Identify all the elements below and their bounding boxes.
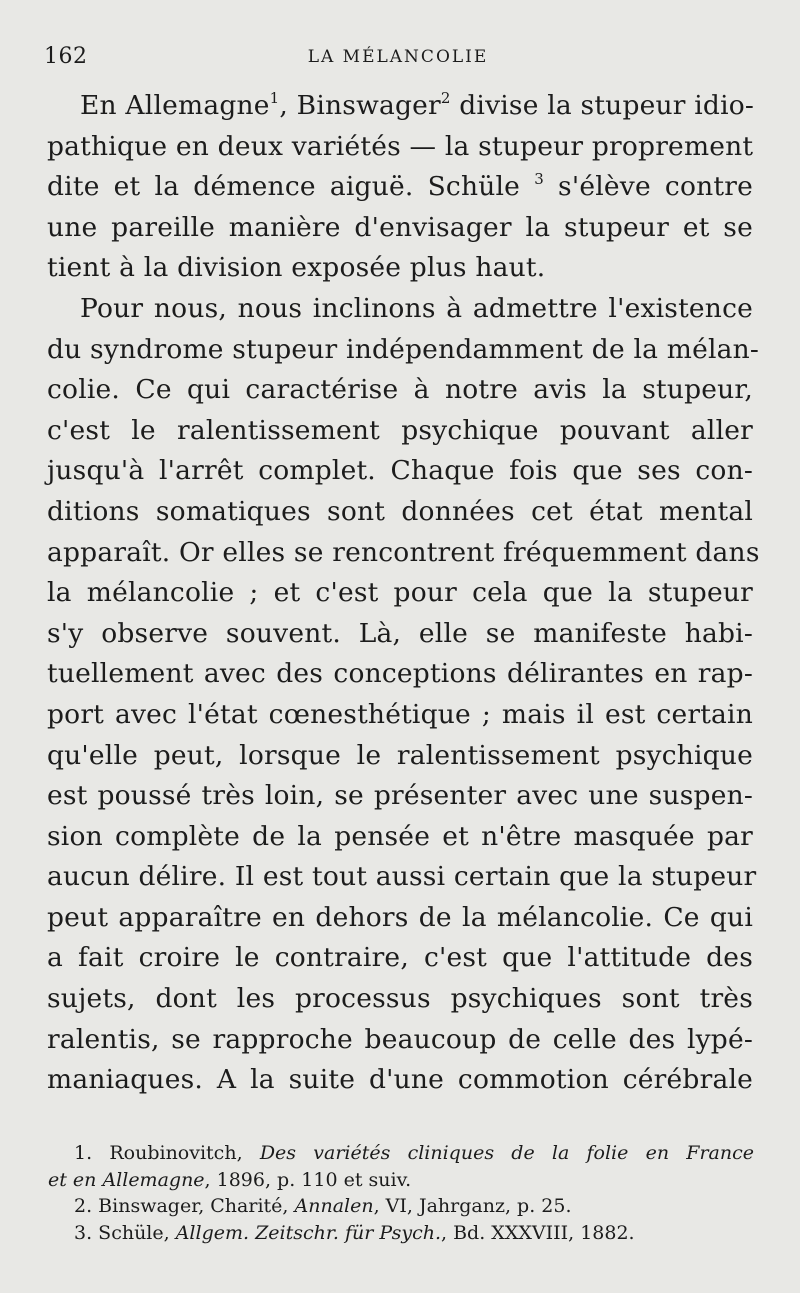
running-title: LA MÉLANCOLIE [307, 47, 489, 67]
paragraph [47, 86, 753, 289]
text-line: apparaît. Or elles se rencontrent fréquemment dans [47, 536, 760, 568]
footnote-line: 2. Binswager, Charité, Annalen, VI, Jahrganz, p. 25. [74, 1195, 572, 1217]
text-line: Pour nous, nous inclinons à admettre l'existence [80, 292, 753, 324]
body-text [47, 86, 760, 1101]
text-line: aucun délire. Il est tout aussi certain que la stupeur [47, 861, 757, 893]
footnote-ref: 2 [440, 89, 451, 107]
text-line: ralentis, se rapproche beaucoup de celle des lypé- [47, 1023, 753, 1055]
text-line: colie. Ce qui caractérise à notre avis la stupeur, [47, 374, 753, 406]
text-line: port avec l'état cœnesthétique ; mais il est certain [47, 698, 753, 730]
text-line: une pareille manière d'envisager la stupeur et se [47, 211, 753, 243]
text-line: tient à la division exposée plus haut. [47, 252, 546, 284]
footnote-line: 3. Schüle, Allgem. Zeitschr. für Psych., Bd. XXXVIII, 1882. [74, 1221, 635, 1244]
footnote-title: Des variétés cliniques de la folie en France [259, 1142, 754, 1164]
footnotes [48, 1140, 754, 1246]
text-line: peut apparaître en dehors de la mélancolie. Ce qui [47, 901, 753, 933]
paragraph [47, 289, 760, 1101]
footnote-title: Allgem. Zeitschr. für Psych. [175, 1221, 442, 1244]
text-line: ditions somatiques sont données cet état mental [47, 495, 753, 527]
footnote-line: et en Allemagne, 1896, p. 110 et suiv. [48, 1168, 412, 1191]
running-head [44, 44, 752, 74]
text-line: s'y observe souvent. Là, elle se manifeste habi- [47, 617, 753, 649]
footnote-1 [48, 1140, 754, 1193]
text-line: la mélancolie ; et c'est pour cela que la stupeur [47, 577, 753, 609]
text-line: pathique en deux variétés — la stupeur proprement [47, 130, 754, 162]
footnote-ref: 1 [269, 89, 280, 107]
footnote-title: Annalen [294, 1195, 374, 1217]
footnote-2 [48, 1193, 754, 1220]
text-line: est poussé très loin, se présenter avec une suspen- [47, 780, 753, 812]
text-line: qu'elle peut, lorsque le ralentissement psychique [47, 739, 753, 771]
page-number: 162 [44, 44, 88, 69]
footnote-line: 1. Roubinovitch, Des variétés cliniques de la folie en France [74, 1142, 754, 1164]
footnote-3 [48, 1220, 754, 1247]
text-line: c'est le ralentissement psychique pouvant aller [47, 414, 753, 446]
text-line: sion complète de la pensée et n'être masquée par [47, 820, 753, 852]
text-line: dite et la démence aiguë. Schüle $^3$ s'élève contre [47, 170, 753, 203]
text-line: jusqu'à l'arrêt complet. Chaque fois que ses con- [47, 455, 753, 487]
text-line: a fait croire le contraire, c'est que l'attitude des [47, 942, 753, 974]
footnote-ref: 3 [534, 170, 544, 189]
text-line: du syndrome stupeur indépendamment de la mélan- [47, 333, 760, 365]
text-line: En Allemagne$^1$, Binswager$^2$ divise la stupeur idio- [80, 89, 755, 121]
text-line: tuellement avec des conceptions délirantes en rap- [47, 658, 753, 690]
text-line: maniaques. A la suite d'une commotion cérébrale [47, 1064, 753, 1096]
text-line: sujets, dont les processus psychiques sont très [47, 983, 753, 1015]
footnote-title: et en Allemagne [48, 1168, 205, 1191]
